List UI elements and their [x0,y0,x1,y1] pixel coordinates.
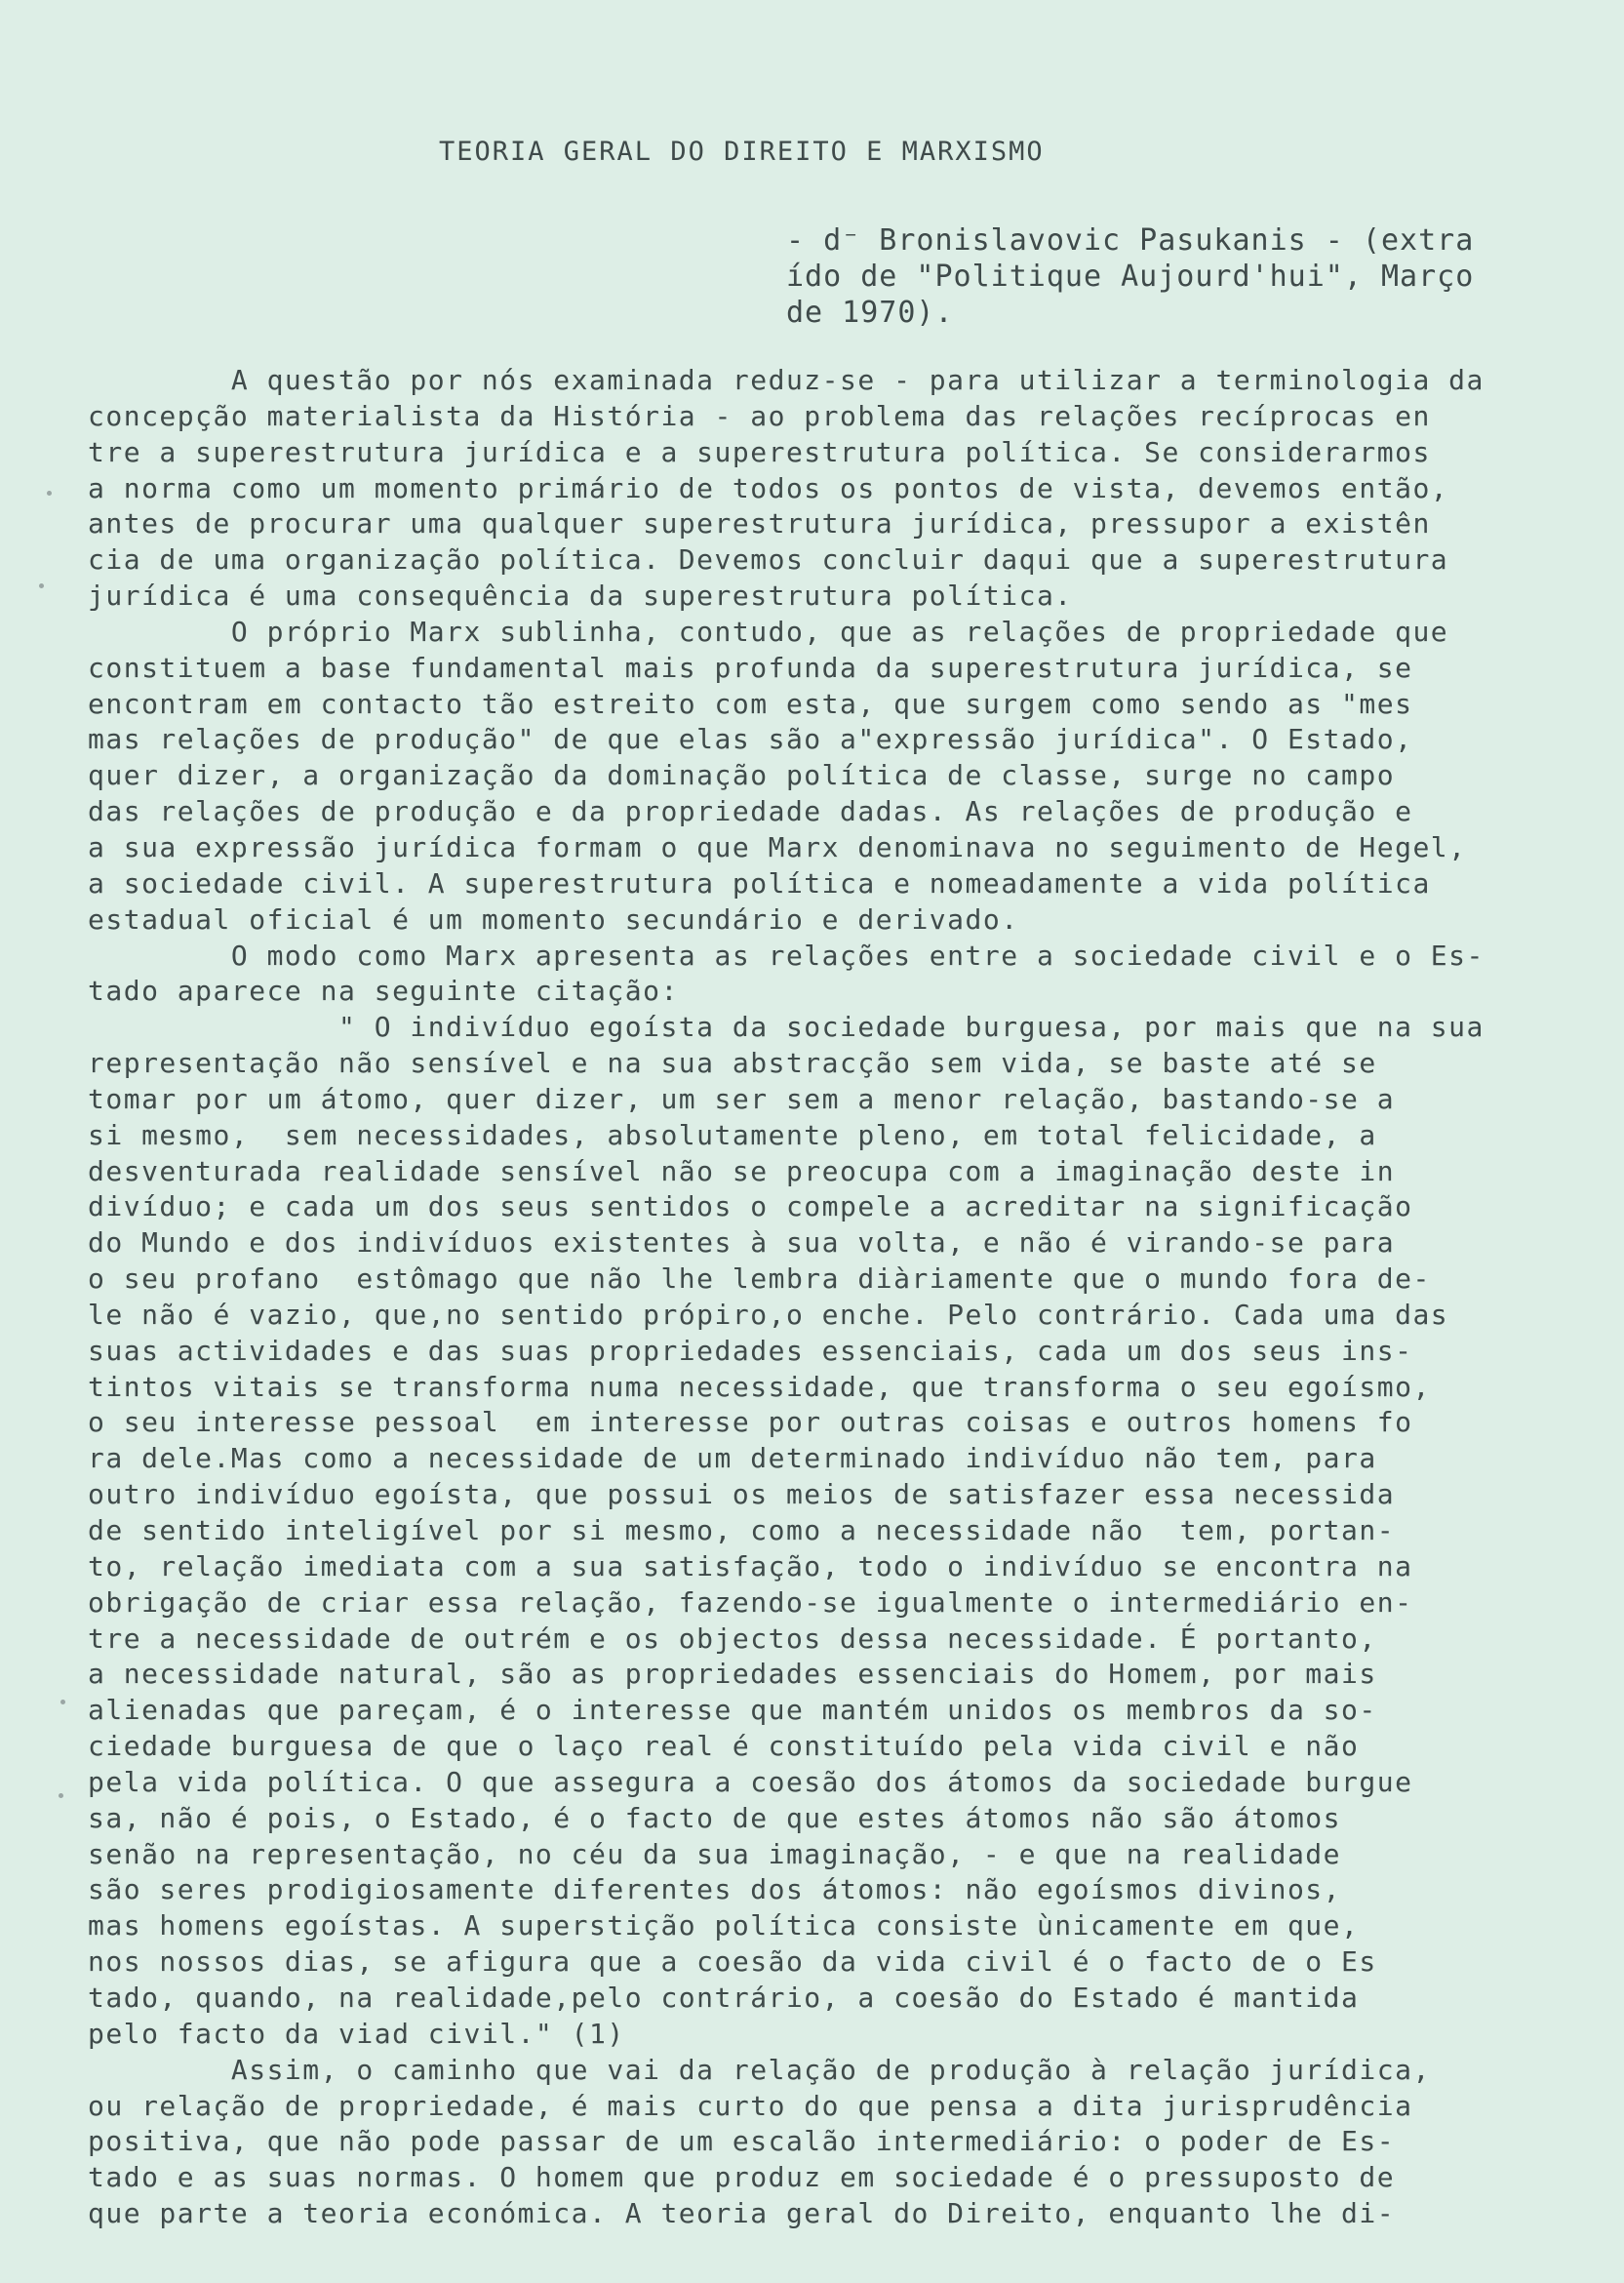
text-line: de sentido inteligível por si mesmo, como a necessidade não tem, portan- [88,1514,1396,1546]
text-line: nos nossos dias, se afigura que a coesão da vida civil é o facto de o Es [88,1945,1377,1979]
text-line: a necessidade natural, são as propriedades essenciais do Homem, por mais [88,1658,1377,1691]
text-line: cia de uma organização política. Devemos concluir daqui que a superestrutura [88,543,1449,577]
text-line: O próprio Marx sublinha, contudo, que as relações de propriedade que [88,615,1449,648]
text-line: tado aparece na seguinte citação: [88,975,679,1008]
text-line: positiva, que não pode passar de um escalão intermediário: o poder de Es- [88,2125,1396,2158]
text-line: tomar por um átomo, quer dizer, um ser sem a menor relação, bastando-se a [88,1082,1396,1115]
text-line: desventurada realidade sensível não se preocupa com a imaginação deste in [88,1154,1396,1187]
text-line: sa, não é pois, o Estado, é o facto de que estes átomos não são átomos [88,1801,1342,1834]
text-line: a norma como um momento primário de todos os pontos de vista, devemos então, [88,471,1449,504]
text-line: A questão por nós examinada reduz-se - para utilizar a terminologia da [88,364,1485,396]
document-title: TEORIA GERAL DO DIREITO E MARXISMO [439,137,1045,167]
text-line: suas actividades e das suas propriedades essenciais, cada um dos seus ins- [88,1334,1413,1367]
text-line: " O indivíduo egoísta da sociedade burguesa, por mais que na sua [88,1011,1485,1044]
text-line: O modo como Marx apresenta as relações entre a sociedade civil e o Es- [88,939,1485,972]
text-line: quer dizer, a organização da dominação política de classe, surge no campo [88,759,1396,792]
text-line: são seres prodigiosamente diferentes dos átomos: não egoísmos divinos, [88,1873,1342,1906]
scan-speck [39,583,44,588]
text-line: obrigação de criar essa relação, fazendo-se igualmente o intermediário en- [88,1585,1413,1619]
text-line: tre a superestrutura jurídica e a superestrutura política. Se considerarmos [88,435,1431,468]
text-line: to, relação imediata com a sua satisfação, todo o indivíduo se encontra na [88,1549,1413,1582]
text-line: concepção materialista da História - ao problema das relações recíprocas en [88,399,1431,432]
scan-speck [47,491,52,496]
text-line: senão na representação, no céu da sua imaginação, - e que na realidade [88,1837,1342,1870]
text-line: le não é vazio, que,no sentido própiro,o enche. Pelo contrário. Cada uma das [88,1298,1449,1331]
text-line: Assim, o caminho que vai da relação de produção à relação jurídica, [88,2053,1431,2086]
attribution-line: - d⁻ Bronislavovic Pasukanis - (extra [786,223,1475,258]
text-line: mas homens egoístas. A superstição política consiste ùnicamente em que, [88,1909,1360,1943]
text-line: estadual oficial é um momento secundário e derivado. [88,902,1019,936]
scan-speck [60,1700,65,1704]
text-line: mas relações de produção" de que elas são a"expressão jurídica". O Estado, [88,723,1413,756]
text-line: das relações de produção e da propriedade dadas. As relações de produção e [88,795,1413,828]
text-line: representação não sensível e na sua abstracção sem vida, se baste até se [88,1047,1377,1080]
text-line: si mesmo, sem necessidades, absolutamente pleno, em total felicidade, a [88,1118,1377,1151]
text-line: constituem a base fundamental mais profunda da superestrutura jurídica, se [88,651,1413,684]
text-line: alienadas que pareçam, é o interesse que mantém unidos os membros da so- [88,1694,1377,1727]
text-line: antes de procurar uma qualquer superestrutura jurídica, pressupor a existên [88,507,1431,541]
text-line: ra dele.Mas como a necessidade de um determinado indivíduo não tem, para [88,1442,1377,1475]
text-line: tado, quando, na realidade,pelo contrário, a coesão do Estado é mantida [88,1981,1360,2014]
text-line: a sua expressão jurídica formam o que Marx denominava no seguimento de Hegel, [88,830,1467,863]
text-line: tre a necessidade de outrém e os objectos dessa necessidade. É portanto, [88,1622,1377,1655]
text-line: outro indivíduo egoísta, que possui os meios de satisfazer essa necessida [88,1478,1396,1511]
text-line: pela vida política. O que assegura a coesão dos átomos da sociedade burgue [88,1765,1413,1798]
text-line: jurídica é uma consequência da superestrutura política. [88,580,1073,613]
text-line: pelo facto da viad civil." (1) [88,2017,625,2050]
attribution-line: de 1970). [786,296,954,330]
text-line: a sociedade civil. A superestrutura política e nomeadamente a vida política [88,866,1431,900]
scan-speck [59,1793,63,1798]
text-line: divíduo; e cada um dos seus sentidos o compele a acreditar na significação [88,1190,1413,1223]
text-line: do Mundo e dos indivíduos existentes à sua volta, e não é virando-se para [88,1226,1396,1260]
text-line: o seu interesse pessoal em interesse por outras coisas e outros homens fo [88,1406,1413,1439]
text-line: o seu profano estômago que não lhe lembra diàriamente que o mundo fora de- [88,1262,1431,1296]
attribution-block [786,222,1527,331]
text-line: tintos vitais se transforma numa necessidade, que transforma o seu egoísmo, [88,1370,1431,1403]
attribution-line: ído de "Politique Aujourd'hui", Março [786,260,1475,294]
text-line: que parte a teoria económica. A teoria geral do Direito, enquanto lhe di- [88,2197,1396,2230]
text-line: ciedade burguesa de que o laço real é constituído pela vida civil e não [88,1730,1360,1763]
text-line: tado e as suas normas. O homem que produz em sociedade é o pressuposto de [88,2161,1396,2194]
text-line: ou relação de propriedade, é mais curto do que pensa a dita jurisprudência [88,2089,1413,2122]
text-line: encontram em contacto tão estreito com esta, que surgem como sendo as "mes [88,687,1413,720]
body-text [88,363,1541,2232]
